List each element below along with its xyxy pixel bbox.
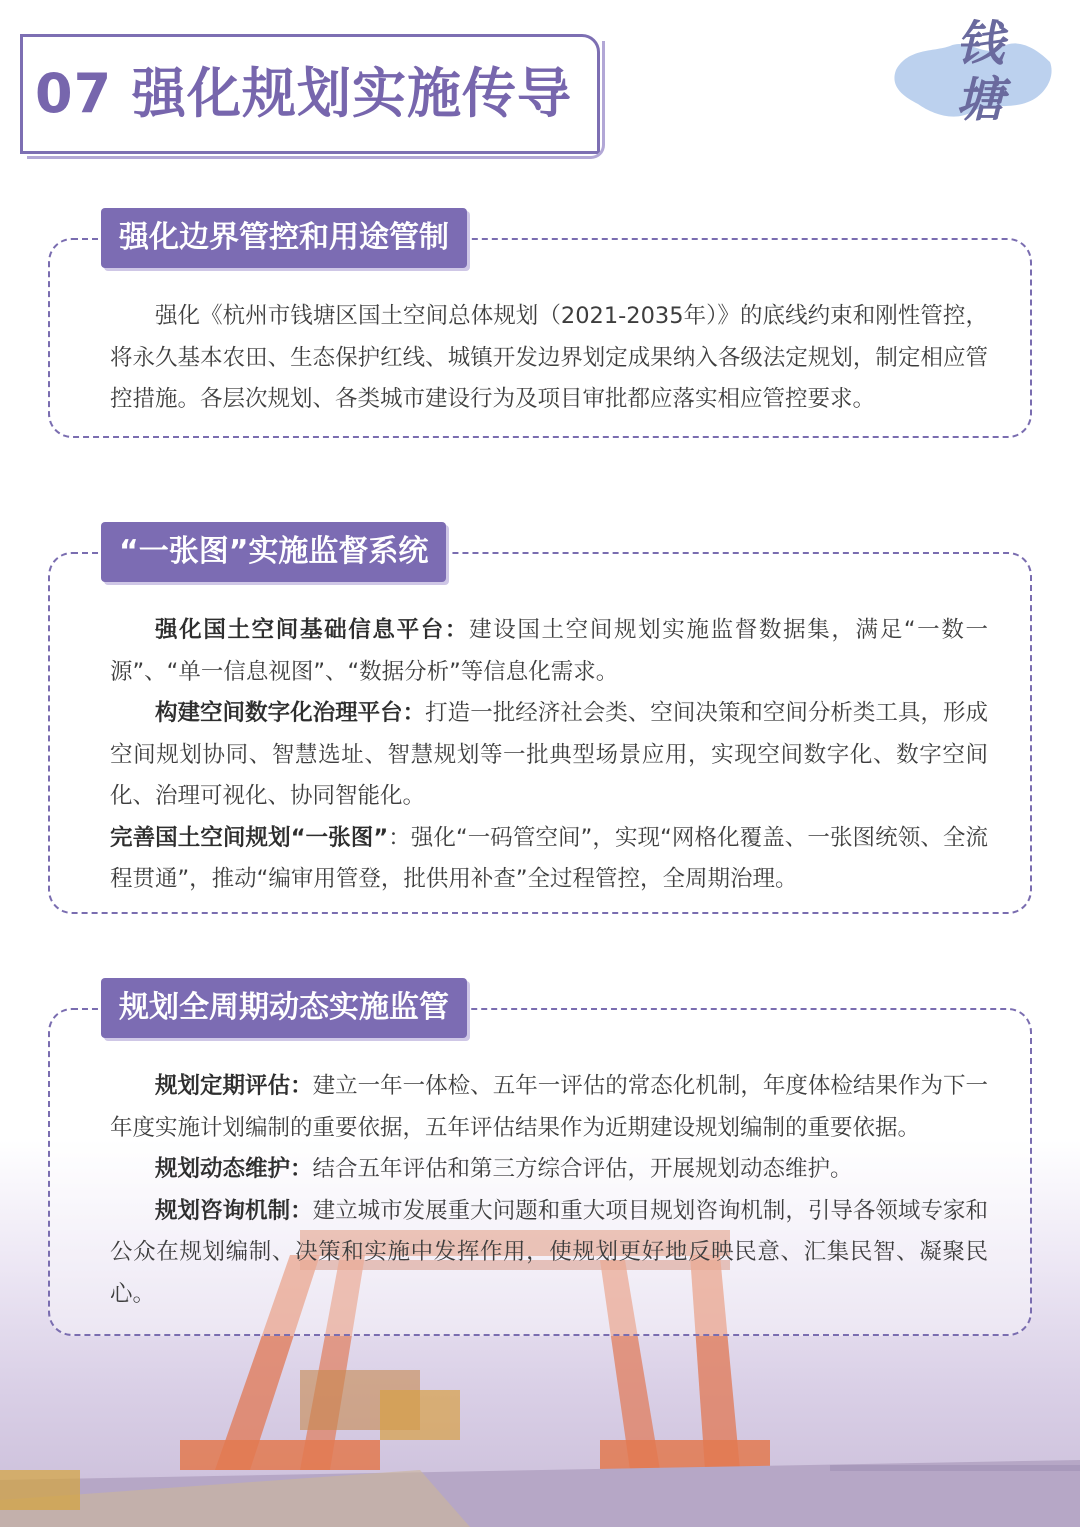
paragraph-lead: 强化国土空间基础信息平台：	[155, 617, 470, 643]
paragraph-lead: 构建空间数字化治理平台：	[155, 700, 426, 726]
paragraph-lead: 规划动态维护：	[155, 1156, 313, 1182]
qiantang-logo	[888, 18, 1058, 138]
paragraph-lead: 规划定期评估：	[155, 1073, 313, 1099]
section-one-map-system	[48, 522, 1032, 914]
paragraph	[110, 1149, 988, 1191]
section-label: 规划全周期动态实施监管	[101, 978, 467, 1038]
paragraph-text: 建立城市发展重大问题和重大项目规划咨询机制，引导各领域专家和公众在规划编制、决策和实施中发挥作用，使规划更好地反映民意、汇集民智、凝聚民心。	[110, 1197, 988, 1307]
section-full-cycle-supervision	[48, 978, 1032, 1336]
paragraph	[110, 1066, 988, 1149]
paragraph	[110, 818, 988, 901]
paragraph	[110, 296, 988, 421]
paragraph-text: 建设国土空间规划实施监督数据集，满足“一数一源”、“单一信息视图”、“数据分析”等信息化需求。	[110, 617, 988, 685]
paragraph-text: 强化《杭州市钱塘区国土空间总体规划（2021-2035年）》的底线约束和刚性管控，将永久基本农田、生态保护红线、城镇开发边界划定成果纳入各级法定规划，制定相应管控措施。各层次规划、各类城市建设行为及项目审批都应落实相应管控要求。	[110, 303, 988, 412]
paragraph	[110, 693, 988, 818]
paragraph-text: 打造一批经济社会类、空间决策和空间分析类工具，形成空间规划协同、智慧选址、智慧规划等一批典型场景应用，实现空间数字化、数字空间化、治理可视化、协同智能化。	[110, 700, 988, 809]
section-label: “一张图”实施监督系统	[101, 522, 446, 582]
section-body	[110, 296, 988, 421]
section-label: 强化边界管控和用途管制	[101, 208, 467, 268]
logo-text: 钱塘	[955, 16, 1004, 128]
section-body	[110, 610, 988, 901]
paragraph-text: 建立一年一体检、五年一评估的常态化机制，年度体检结果作为下一年度实施计划编制的重要依据，五年评估结果作为近期建设规划编制的重要依据。	[110, 1073, 988, 1141]
page-title-frame	[20, 34, 600, 154]
paragraph-lead: 规划咨询机制：	[155, 1197, 313, 1224]
section-body	[110, 1066, 988, 1315]
paragraph	[110, 1191, 988, 1316]
page-title: 07 强化规划实施传导	[35, 62, 572, 125]
paragraph-lead: 完善国土空间规划“一张图”	[110, 824, 389, 851]
paragraph-text: 结合五年评估和第三方综合评估，开展规划动态维护。	[312, 1156, 853, 1182]
section-boundary-control	[48, 208, 1032, 438]
paragraph	[110, 610, 988, 693]
paragraph-text: ：强化“一码管空间”，实现“网格化覆盖、一张图统领、全流程贯通”，推动“编审用管登，批供用补查”全过程管控，全周期治理。	[110, 824, 988, 892]
